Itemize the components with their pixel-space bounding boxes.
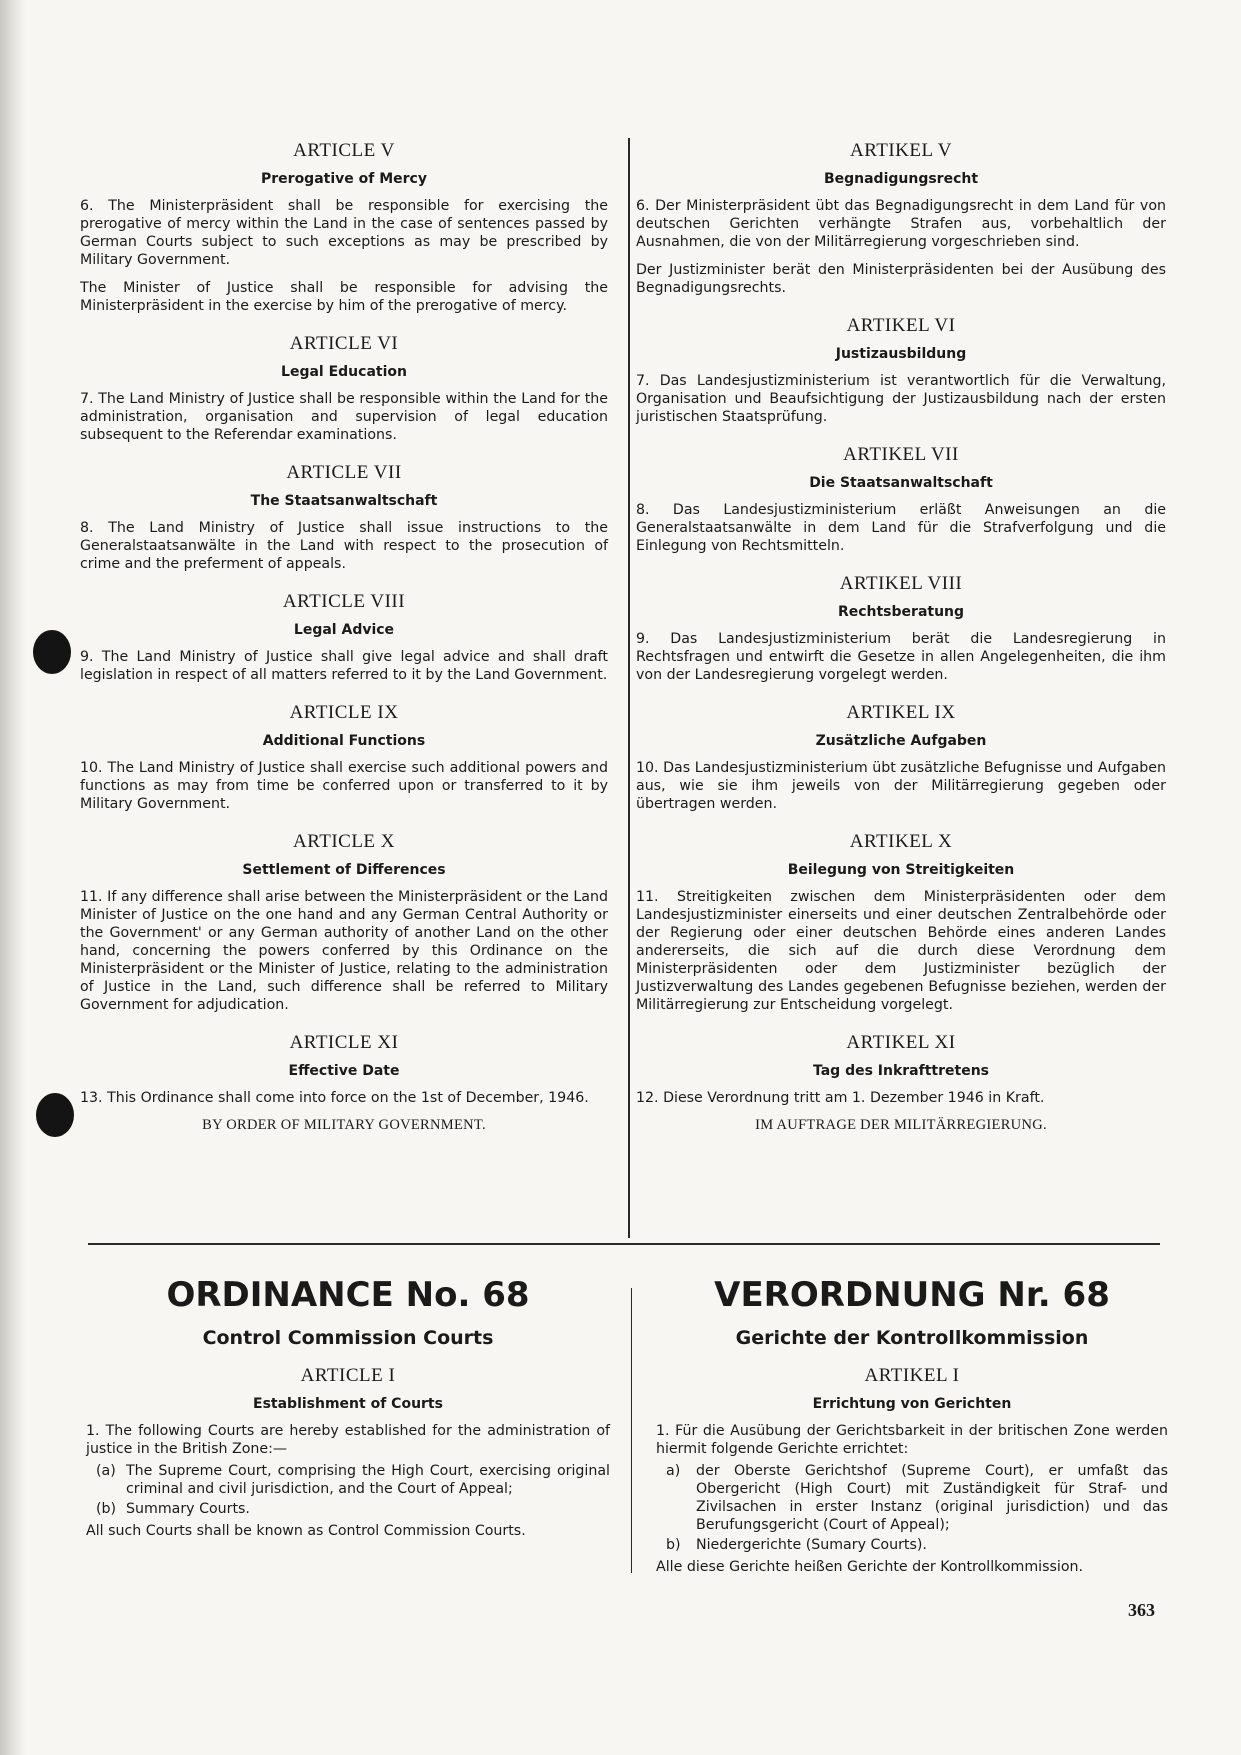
article-block xyxy=(636,831,1166,1014)
page-number: 363 xyxy=(1128,1600,1155,1620)
article-title: ARTICLE X xyxy=(292,831,396,852)
article-paragraph: 10. Das Landesjustizministerium übt zusätzliche Befugnisse und Aufgaben aus, wie sie ihm jeweils von der Militärregierung gegeben oder übertragen werden. xyxy=(636,760,1166,812)
article-block xyxy=(636,573,1166,684)
closing-line: BY ORDER OF MILITARY GOVERNMENT. xyxy=(202,1117,486,1133)
page-edge-shadow xyxy=(0,0,26,1755)
article-paragraph: 1. The following Courts are hereby established for the administration of justice in the British Zone:— xyxy=(86,1423,610,1457)
ordinance-68-english xyxy=(86,1275,610,1550)
list-item-text: The Supreme Court, comprising the High Court, exercising original criminal and civil jurisdiction, and the Court of Appeal; xyxy=(126,1463,610,1497)
ordinance-subtitle: Gerichte der Kontrollkommission xyxy=(735,1327,1089,1349)
german-column xyxy=(636,140,1166,1152)
list-item-label: b) xyxy=(666,1537,681,1553)
list-item-label: a) xyxy=(666,1463,681,1479)
article-subtitle: Additional Functions xyxy=(262,733,426,749)
english-column xyxy=(80,140,608,1152)
article-subtitle: Effective Date xyxy=(288,1063,400,1079)
list-item-text: der Oberste Gerichtshof (Supreme Court), er umfaßt das Obergericht (High Court) mit Zuständigkeit für Straf- und Zivilsachen in erster Instanz (original jurisdiction) und das Berufungsgericht (Court of Appeal); xyxy=(696,1463,1168,1533)
article-subtitle: Rechtsberatung xyxy=(837,604,965,620)
section-divider xyxy=(88,1243,1160,1245)
list-item xyxy=(666,1462,1168,1534)
article-title: ARTICLE I xyxy=(300,1365,396,1386)
list-item xyxy=(96,1500,610,1518)
article-block xyxy=(80,831,608,1014)
article-title: ARTIKEL XI xyxy=(846,1032,956,1053)
article-title: ARTICLE IX xyxy=(289,702,399,723)
article-paragraph: 8. Das Landesjustizministerium erläßt Anweisungen an die Generalstaatsanwälte in dem Land für die Strafverfolgung und die Einlegung von Rechtsmitteln. xyxy=(636,502,1166,554)
article-paragraph: 11. If any difference shall arise between the Ministerpräsident or the Land Minister of Justice on the one hand and any German Central Authority or the Government' or any German authority of another Land on the other hand, concerning the powers conferred by this Ordinance on the Ministerpräsident or the Minister of Justice, relating to the administration of Justice in the Land, such difference shall be referred to Military Government for adjudication. xyxy=(80,889,608,1013)
article-block xyxy=(80,462,608,573)
article-block xyxy=(636,444,1166,555)
article-title: ARTICLE VIII xyxy=(282,591,406,612)
article-paragraph: 13. This Ordinance shall come into force on the 1st of December, 1946. xyxy=(80,1090,589,1106)
ordinance-subtitle: Control Commission Courts xyxy=(202,1327,494,1349)
article-paragraph: 11. Streitigkeiten zwischen dem Ministerpräsidenten oder dem Landesjustizminister einerseits und einer deutschen Zentralbehörde oder der Regierung oder einer deutschen Behörde eines anderen Landes andererseits, die sich auf die durch diese Verordnung dem Ministerpräsidenten oder dem Justizminister bezüglich der Justizverwaltung des Landes gegebenen Befugnisse beziehen, werden der Militärregierung zur Entscheidung vorgelegt. xyxy=(636,889,1166,1013)
article-title: ARTIKEL X xyxy=(849,831,953,852)
article-title: ARTIKEL VIII xyxy=(839,573,963,594)
list-item-text: Niedergerichte (Sumary Courts). xyxy=(696,1537,927,1553)
article-paragraph: Der Justizminister berät den Ministerpräsidenten bei der Ausübung des Begnadigungsrechts. xyxy=(636,262,1166,296)
list-item-text: Summary Courts. xyxy=(126,1501,250,1517)
article-block xyxy=(636,315,1166,426)
article-subtitle: Zusätzliche Aufgaben xyxy=(815,733,987,749)
article-paragraph: The Minister of Justice shall be responsible for advising the Ministerpräsident in the exercise by him of the prerogative of mercy. xyxy=(80,280,608,314)
article-subtitle: Settlement of Differences xyxy=(242,862,446,878)
article-paragraph: Alle diese Gerichte heißen Gerichte der Kontrollkommission. xyxy=(656,1559,1084,1575)
article-subtitle: Die Staatsanwaltschaft xyxy=(809,475,993,491)
article-title: ARTIKEL VI xyxy=(846,315,956,336)
article-subtitle: The Staatsanwaltschaft xyxy=(250,493,438,509)
article-paragraph: 7. Das Landesjustizministerium ist verantwortlich für die Verwaltung, Organisation und Beaufsichtigung der Justizausbildung nach der ersten juristischen Staatsprüfung. xyxy=(636,373,1166,425)
ordinance-title: ORDINANCE No. 68 xyxy=(166,1275,530,1315)
article-title: ARTICLE V xyxy=(293,140,395,161)
article-block xyxy=(636,1032,1166,1134)
article-title: ARTICLE VII xyxy=(286,462,402,483)
article-paragraph: 10. The Land Ministry of Justice shall exercise such additional powers and functions as may from time be conferred upon or transferred to it by Military Government. xyxy=(80,760,608,812)
list-item-label: (b) xyxy=(96,1501,117,1517)
article-paragraph: 9. Das Landesjustizministerium berät die Landesregierung in Rechtsfragen und entwirft die Gesetze in allen Angelegenheiten, die ihm von der Landesregierung vorgelegt werden. xyxy=(636,631,1166,683)
article-subtitle: Beilegung von Streitigkeiten xyxy=(787,862,1015,878)
article-subtitle: Legal Education xyxy=(281,364,407,380)
article-block xyxy=(636,140,1166,297)
column-divider xyxy=(628,138,630,1238)
closing-line: IM AUFTRAGE DER MILITÄRREGIERUNG. xyxy=(755,1117,1047,1133)
article-subtitle: Errichtung von Gerichten xyxy=(812,1396,1012,1412)
article-block xyxy=(80,140,608,315)
article-subtitle: Prerogative of Mercy xyxy=(261,171,427,187)
article-block xyxy=(80,1032,608,1134)
verordnung-68-german xyxy=(656,1275,1168,1586)
article-paragraph: 6. The Ministerpräsident shall be responsible for exercising the prerogative of mercy within the Land in the case of sentences passed by German Courts subject to such exceptions as may be prescribed by Military Government. xyxy=(80,198,608,268)
article-title: ARTIKEL I xyxy=(864,1365,960,1386)
article-subtitle: Justizausbildung xyxy=(835,346,967,362)
article-subtitle: Tag des Inkrafttretens xyxy=(812,1063,989,1079)
article-paragraph: 12. Diese Verordnung tritt am 1. Dezember 1946 in Kraft. xyxy=(636,1090,1045,1106)
article-title: ARTIKEL VII xyxy=(843,444,959,465)
list-item xyxy=(96,1462,610,1498)
column-divider xyxy=(631,1288,632,1573)
article-paragraph: All such Courts shall be known as Control Commission Courts. xyxy=(86,1523,526,1539)
article-title: ARTICLE XI xyxy=(289,1032,399,1053)
article-block xyxy=(636,702,1166,813)
article-paragraph: 9. The Land Ministry of Justice shall give legal advice and shall draft legislation in respect of all matters referred to it by the Land Government. xyxy=(80,649,608,683)
punch-hole xyxy=(33,630,71,674)
article-block xyxy=(80,702,608,813)
article-title: ARTIKEL IX xyxy=(846,702,956,723)
article-block xyxy=(80,591,608,684)
list-item xyxy=(666,1536,1168,1554)
article-paragraph: 7. The Land Ministry of Justice shall be responsible within the Land for the administration, organisation and supervision of legal education subsequent to the Referendar examinations. xyxy=(80,391,608,443)
article-paragraph: 1. Für die Ausübung der Gerichtsbarkeit in der britischen Zone werden hiermit folgende Gerichte errichtet: xyxy=(656,1423,1168,1457)
article-block xyxy=(80,333,608,444)
article-subtitle: Begnadigungsrecht xyxy=(823,171,979,187)
article-title: ARTICLE VI xyxy=(289,333,399,354)
punch-hole xyxy=(36,1093,74,1137)
article-paragraph: 8. The Land Ministry of Justice shall issue instructions to the Generalstaatsanwälte in the Land with respect to the prosecution of crime and the preferment of appeals. xyxy=(80,520,608,572)
list-item-label: (a) xyxy=(96,1463,116,1479)
article-title: ARTIKEL V xyxy=(849,140,953,161)
article-paragraph: 6. Der Ministerpräsident übt das Begnadigungsrecht in dem Land für von deutschen Gerichten verhängte Strafen aus, vorbehaltlich der Ausnahmen, die von der Militärregierung vorgeschrieben sind. xyxy=(636,198,1166,250)
ordinance-title: VERORDNUNG Nr. 68 xyxy=(714,1275,1110,1315)
article-subtitle: Legal Advice xyxy=(293,622,395,638)
article-subtitle: Establishment of Courts xyxy=(253,1396,443,1412)
